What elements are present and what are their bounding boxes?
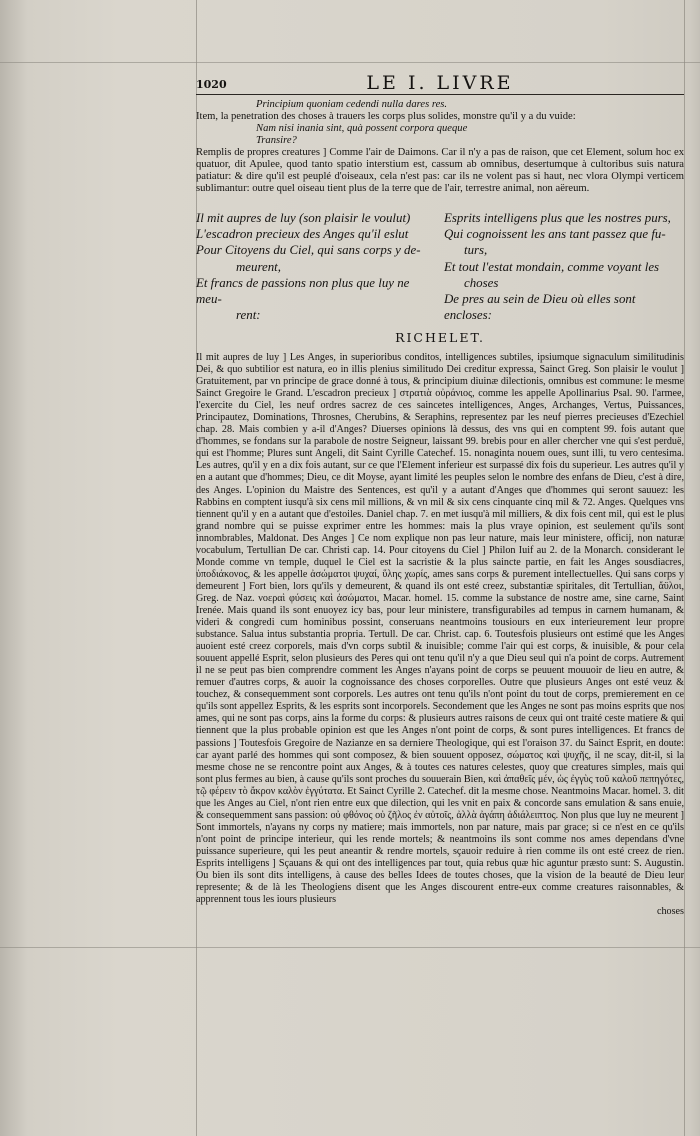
poem-right-column <box>444 210 684 323</box>
poem-line: Esprits intelligens plus que les nostres purs, <box>444 211 671 225</box>
poem-line: Qui cognoissent les ans tant passez que fu- <box>444 227 666 242</box>
poem-line: turs, <box>464 243 488 258</box>
commentary-block <box>196 352 684 918</box>
latin-verse-line: Nam nisi inania sint, quà possent corpora queque <box>256 123 468 135</box>
paragraph: Remplis de propres creatures ] Comme l'air de Daimons. Car il n'y a pas de raison, que cet Element, solum hoc ex quatuor, dit Apulee, quod tanto spatio interstium est, cassum ab omnibus, desertumque à cultoribus suis natura patiatur: & dire qu'il est peuplé d'oiseaux, cela n'est pas: car ils ne volent pas si haut, nec vlora Olympi verticem sublimantur: outre quel oiseau tient plus de la terre que de l'air, terrestre animal, non aëreum. <box>196 147 684 195</box>
running-head <box>196 72 684 95</box>
latin-verse-line: Transire? <box>256 135 297 147</box>
margin-rule-right <box>684 0 685 1136</box>
poem-line: Et francs de passions non plus que luy ne meu- <box>196 275 410 307</box>
poem-line: choses <box>464 275 499 290</box>
running-title: LE I. LIVRE <box>366 72 514 94</box>
poem-line: rent: <box>236 308 261 323</box>
poem-left-column <box>196 210 434 323</box>
paragraph: Item, la penetration des choses à trauers les corps plus solides, monstre qu'il y a du vuide: <box>196 111 576 123</box>
page-number: 1020 <box>196 78 227 91</box>
top-text-block <box>196 99 684 195</box>
poem-line: Il mit aupres de luy (son plaisir le voulut) <box>196 211 411 225</box>
latin-verse-line: Principium quoniam cedendi nulla dares res. <box>256 99 448 110</box>
margin-rule-top <box>0 62 700 63</box>
poem-line: meurent, <box>236 259 281 274</box>
poem-line: Et tout l'estat mondain, comme voyant les <box>444 259 660 274</box>
poem-line: Pour Citoyens du Ciel, qui sans corps y de- <box>196 243 421 258</box>
commentary-heading: RICHELET. <box>395 330 485 345</box>
poem-line: De pres au sein de Dieu où elles sont encloses: <box>444 292 636 323</box>
poem-line: L'escadron precieux des Anges qu'il eslut <box>196 227 409 242</box>
margin-rule-bottom <box>0 947 700 948</box>
catchword: choses <box>657 906 684 918</box>
commentary-paragraph: Il mit aupres de luy ] Les Anges, in superioribus conditos, intelligences subtiles, ipsiumque signaculum similitudinis Dei, & quo subtilior est natura, eo in illis plenius similitudo Dei creditur expressa, Sainct Greg. Son plaisir le voulut ] Gratuitement, par vn principe de grace donné à tous, & principium diuinæ dilectionis, omnibus est commune: le mesme Sainct Gregoire le Grand. L'escadron precieux ] στρατιὰ οὐράνιος, comme les appelle Apollinarius Psal. 90. l'armee, l'exercite du Ciel, les neuf ordres sacrez de ces saincetes intelligences, Anges, Archanges, Vertus, Puissances, Principautez, Dominations, Throsnes, Cherubins, & Seraphins, representez par les neuf pierres precieuses d'Ezechiel chap. 28. Mais combien y a-il d'Anges? Diuerses opinions là dessus, des vns qui en comptent 99. fois autant que d'hommes, se fondans sur la parabole de nostre Seigneur, laissant 99. brebis pour en aller chercher vne qui s'est perduë, qui est l'homme; Plures sunt Angeli, dit Saint Cyrille Catechef. 15. nonaginta nouem oues, sunt illi, tu vero centesima. Les autres, qu'il y en a dix fois autant, sur ce que l'Element inferieur est surpassé dix fois du superieur. Les autres qu'il y en a autant que d'hommes; Dieu, ce dit Moyse, ayant limité les peuples selon le nombre des enfans de Dieu, c'est à dire, des Anges. L'opinion du Maistre des Sentences, est qu'il y a autant d'Anges que d'hommes qui seront sauuez: les Rabbins en comptent iusqu'à six cens mil millions, & vn mil & six cens cinquante cinq mil & 72. Anges. Quelques vns tiennent qu'il y en a autant que d'estoiles. Daniel chap. 7. en met iusqu'à mil milliers, & dix fois cent mil, qui est le plus grand nombre qui se puisse exprimer entre les hommes: mais la plus vraye opinion, est seulement qu'ils sont innombrables, Maldonat. Des Anges ] Ce nom explique non pas leur nature, mais leur ministere, officij, non naturæ vocabulum, Tertullian De car. Christi cap. 14. Pour citoyens du Ciel ] Philon Iuif au 2. de la Monarch. considerant le Monde comme vn temple, duquel le Ciel est la sacristie & la plus saincte partie, en fait les Anges sousdiacres, ὑποδιάκονος, & les appelle ἀσώματοι ψυχαί, ὕλης χωρίς, ames sans corps & purement intellectuelles. Qui sans corps y demeurent ] Fort bien, lors qu'ils y demeurent, & quand ils ont esté creez, substantiæ spiritales, dit Tertullian, ἄϋλοι, Greg. de Naz. νοεραὶ φύσεις καὶ ἀσώματοι, Macar. homel. 15. comme la substance de nostre ame, sine carne, Saint Irenée. Mais quand ils sont enuoyez icy bas, pour leur ministere, transfigurabiles ad tempus in carnem humanam, & videri & congredi cum hominibus possint, conseruans neantmoins tousiours en eux interieurement leur propre substance. Salua intus substantia propria. Tertull. De car. Christ. cap. 6. Toutesfois plusieurs ont estimé que les Anges auoient esté creez corporels, mais d'vn corps subtil & inuisible; comme l'air qui est corps, & inuisible, & pour cela souuent appellé Esprit, selon plusieurs des Peres qui ont tenu qu'il n'y a que Dieu seul qui n'a point de corps. Autrement il ne se peut pas bien comprendre comment les Anges n'ayans point de corps se peuuent mouuoir de lieu en autre, & remuer d'autres corps, & auoir la cognoissance des choses corporelles. Outre que plusieurs Anges ont esté veuz & touchez, & consequemment sont corporels. Les autres ont tenu qu'ils n'ont point du tout de corps, premierement en ce qu'ils sont appellez Esprits, & les esprits sont incorporels. Secondement que les Anges ne sont pas moins esprits que nos ames, qui ne sont pas corps, ains la forme du corps: & plusieurs autres raisons de ceux qui ont traité ceste matiere & qui tiennent que la plus probable opinion est que les Anges n'ont point de corps, & sont pures intelligences. Et francs de passions ] Toutesfois Gregoire de Nazianze en sa derniere Theologique, qui est l'oraison 37. du Sainct Esprit, en doute: car ayant parlé des hommes qui sont composez, & bien souuent opposez, σώματος καὶ ψυχῆς, il ne scay, dit-il, si la mesme chose ne se rencontre point aux Anges, & à toutes ces natures celestes, quoy que creatures simples, mais qui sont plus fermes au bien, à cause qu'ils sont proches du souuerain Bien, καὶ ἀπαθεῖς μέν, ὡς ἐγγὺς τοῦ καλοῦ πεπηγότες, τῷ φέρειν τὸ ἄκρον καλὸν ἐγγύτατα. Et Sainct Cyrille 2. Catechef. dit la mesme chose. Neantmoins Macar. homel. 3. dit que les Anges au Ciel, n'ont rien entre eux que dilection, qui les vnit en paix & concorde sans emulation & sans enuie, & consequemment sans passion: οὐ φθόνος οὐ ζῆλος ἐν αὐτοῖς, ἀλλὰ ἀγάπη ἀδιάλειπτος. Non plus que luy ne meurent ] Sont immortels, n'ayans ny corps ny matiere; mais immortels, non par nature, mais par grace; si ce n'est en ce qu'ils n'ont point de principe interieur, qui les rende mortels; & neantmoins ils sont comme nos ames dependans d'vne puissance superieure, qui les peut aneantir & rendre mortels, sçauoir reduire à rien comme ils ont esté creez de rien. Esprits intelligens ] Sçauans & qui ont des intelligences par tout, quia rebus quæ hic aguntur præsto sunt: S. Augustin. Ou bien ils sont dits intelligens, à cause des belles Idees de toutes choses, que la vision de la beauté de Dieu leur represente; & de là les Theologiens disent que les Anges discourent entre-eux comme creatures raisonnables, & apprennent tous les iours plusieurs <box>196 352 684 906</box>
